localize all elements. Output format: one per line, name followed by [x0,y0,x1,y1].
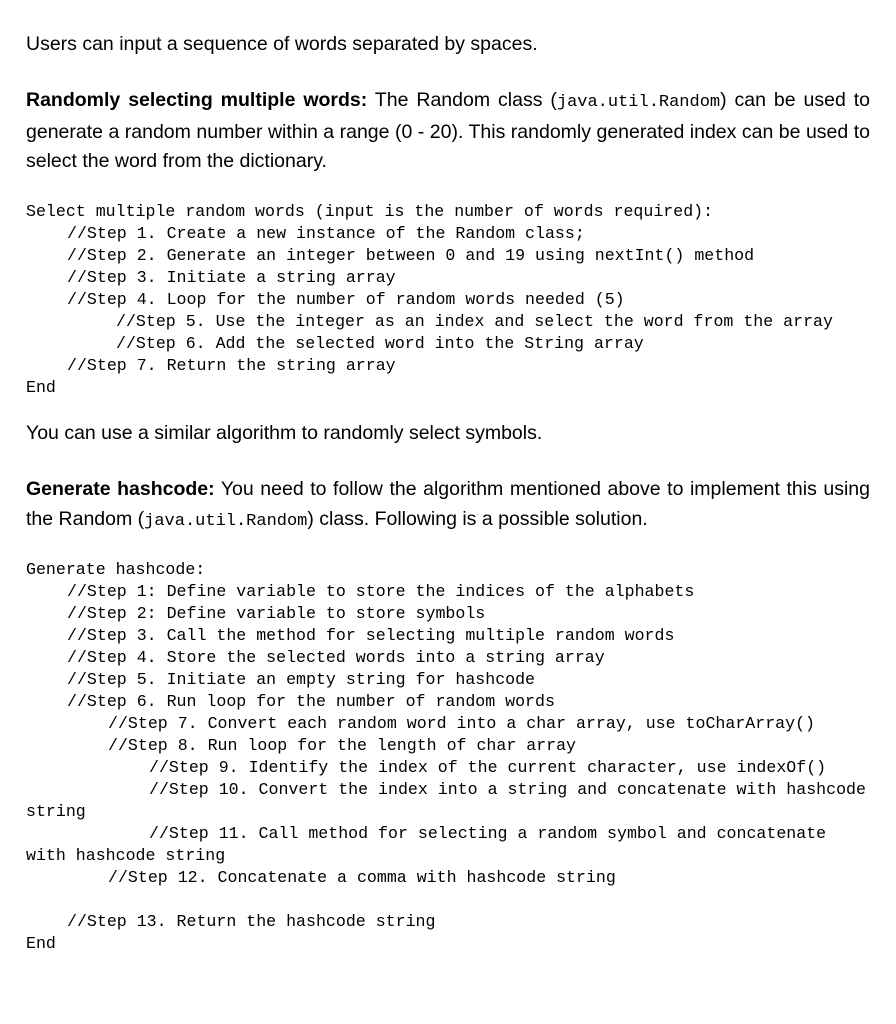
random-class-code: java.util.Random [144,511,308,531]
random-words-text-b: ) can be used to generate a random number within a range (0 - 20). This randomly generated index can be used to select the word from the dictionary. [26,89,871,172]
algorithm-end: End [26,378,56,397]
algorithm-end: End [26,934,56,953]
algorithm-step: //Step 2: Define variable to store symbols [67,604,486,623]
algorithm-step: //Step 6. Add the selected word into the String array [116,334,644,353]
algorithm-step: //Step 3. Initiate a string array [67,268,396,287]
algorithm-step: //Step 6. Run loop for the number of random words [67,692,555,711]
hashcode-heading: Generate hashcode: [26,478,215,500]
random-words-text-a: The Random class ( [367,89,557,111]
algorithm-step: //Step 10. Convert the index into a string and concatenate with hashcode [149,780,866,799]
algorithm-step: //Step 5. Use the integer as an index and select the word from the array [116,312,833,331]
algorithm-step-continuation: with hashcode string [26,846,226,865]
algorithm-title: Select multiple random words (input is the number of words required): [26,202,714,221]
algorithm-step: //Step 13. Return the hashcode string [67,912,436,931]
algorithm-step: //Step 2. Generate an integer between 0 and 19 using nextInt() method [67,246,755,265]
algorithm-step: //Step 12. Concatenate a comma with hashcode string [108,868,616,887]
algorithm-step: //Step 4. Loop for the number of random words needed (5) [67,290,625,309]
algorithm-step: //Step 9. Identify the index of the current character, use indexOf() [149,758,827,777]
hashcode-paragraph [26,475,870,536]
random-words-paragraph [26,86,870,177]
algorithm-step: //Step 1. Create a new instance of the Random class; [67,224,585,243]
similar-algorithm-paragraph: You can use a similar algorithm to randomly select symbols. [26,422,543,444]
algorithm-title: Generate hashcode: [26,560,206,579]
hashcode-text-a: You need to follow the algorithm mentioned above to implement this using the Random ( [26,478,870,530]
algorithm-step: //Step 1: Define variable to store the indices of the alphabets [67,582,695,601]
algorithm-step: //Step 4. Store the selected words into a string array [67,648,605,667]
algorithm-step: //Step 5. Initiate an empty string for hashcode [67,670,536,689]
intro-paragraph: Users can input a sequence of words separated by spaces. [26,33,538,55]
random-class-code: java.util.Random [556,93,721,112]
algorithm-step: //Step 8. Run loop for the length of char array [108,736,577,755]
algorithm-step: //Step 3. Call the method for selecting multiple random words [67,626,675,645]
algorithm-step-continuation: string [26,802,86,821]
algorithm-step: //Step 11. Call method for selecting a random symbol and concatenate [149,824,827,843]
algorithm-step: //Step 7. Convert each random word into a char array, use toCharArray() [108,714,816,733]
random-words-heading: Randomly selecting multiple words: [26,89,368,111]
hashcode-text-b: ) class. Following is a possible solution. [307,507,648,530]
algorithm-step: //Step 7. Return the string array [67,356,396,375]
